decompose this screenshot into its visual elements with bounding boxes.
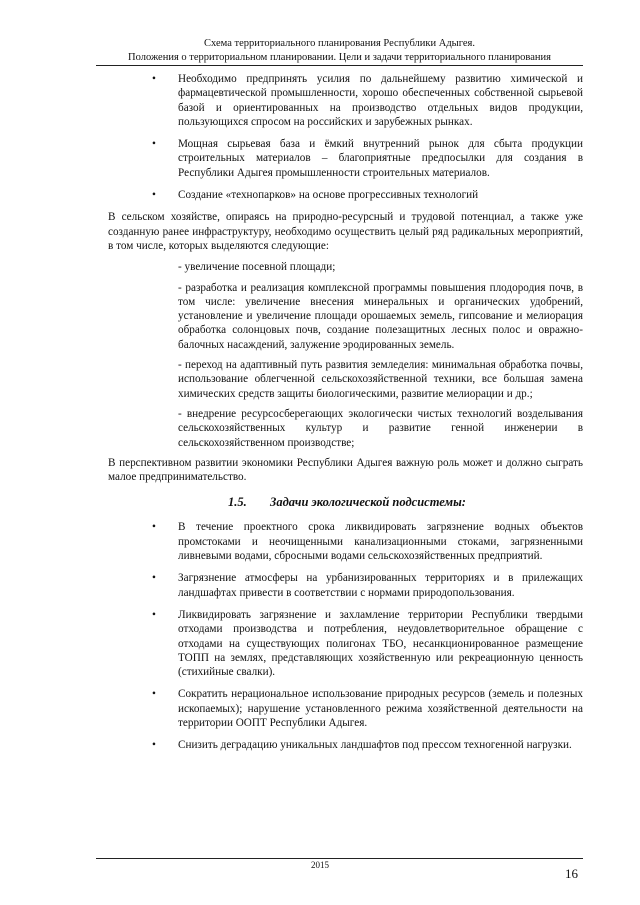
list-item: • Необходимо предпринять усилия по дальнейшему развитию химической и фармацевтической промышленности, хорошо обеспеченных собственной сырьевой базой и ориентированных на производство отдельных видов продукции, пользующихся спросом на российских и зарубежных рынках. bbox=[148, 72, 583, 129]
list-item: • Сократить нерациональное использование природных ресурсов (земель и полезных ископаемых); нарушение установленного режима хозяйственной деятельности на территории ООПТ Республики Адыгея. bbox=[148, 687, 583, 730]
bullet-icon: • bbox=[152, 521, 156, 534]
bullet-icon: • bbox=[152, 73, 156, 85]
bullet-icon: • bbox=[152, 739, 156, 752]
bullet-icon: • bbox=[152, 608, 156, 621]
bullet-icon: • bbox=[152, 572, 156, 585]
page-header bbox=[96, 37, 583, 64]
list-item: • Мощная сырьевая база и ёмкий внутренний рынок для сбыта продукции строительных материалов – благоприятные предпосылки для создания в Республики Адыгея промышленности строительных материалов. bbox=[148, 137, 583, 180]
section-number: 1.5. bbox=[228, 495, 247, 510]
header-divider bbox=[96, 65, 583, 66]
list-item: • Создание «технопарков» на основе прогрессивных технологий bbox=[148, 188, 583, 202]
bullet-icon: • bbox=[152, 138, 156, 151]
agriculture-intro: В сельском хозяйстве, опираясь на природно-ресурсный и трудовой потенциал, а также уже созданную ранее инфраструктуру, необходимо осуществить целый ряд радикальных мероприятий, в том числе, которых выделяются следующие: bbox=[108, 211, 583, 252]
agriculture-item: - переход на адаптивный путь развития земледелия: минимальная обработка почвы, использование облегченной сельскохозяйственной техники, все большая замена химических средств защиты биологическими, развитие мелиорации и др.; bbox=[178, 359, 583, 400]
footer-divider bbox=[96, 858, 583, 859]
bullet-icon: • bbox=[152, 189, 156, 202]
document-body bbox=[108, 72, 583, 761]
header-line-1: Схема территориального планирования Республики Адыгея. bbox=[203, 38, 475, 49]
bullet-list-industry bbox=[108, 72, 583, 202]
list-item: • Загрязнение атмосферы на урбанизированных территориях и в прилежащих ландшафтах привести в соответствии с нормами природопользования. bbox=[148, 571, 583, 600]
agriculture-item: - разработка и реализация комплексной программы повышения плодородия почв, в том числе: увеличение внесения минеральных и органических удобрений, установление и увеличение площади орошаемых земель, гипсование и мелиорация обработка солонцовых почв, создание полезащитных лесных полос и овражно-балочных насаждений, залужение эродированных земель. bbox=[178, 281, 583, 351]
section-title: Задачи экологической подсистемы: bbox=[270, 495, 466, 510]
header-line-2: Положения о территориальном планировании. Цели и задачи территориального планирования bbox=[128, 51, 551, 63]
list-item: • Ликвидировать загрязнение и захламление территории Республики твердыми отходами производства и потребления, неудовлетворительное обращение с отходами на существующих полигонах ТБО, несанкционированное размещение ТОПП на землях, представляющих хозяйственную или рекреационную ценность (стихийные свалки). bbox=[148, 608, 583, 679]
bullet-icon: • bbox=[152, 688, 156, 701]
footer-year: 2015 bbox=[311, 860, 329, 870]
perspective-paragraph: В перспективном развитии экономики Республики Адыгея важную роль может и должно сыграть малое предпринимательство. bbox=[108, 456, 583, 484]
list-item: • Снизить деградацию уникальных ландшафтов под прессом техногенной нагрузки. bbox=[148, 738, 583, 752]
agriculture-item: - внедрение ресурсосберегающих экологически чистых технологий возделывания сельскохозяйственных культур и развитие генной инженерии в сельскохозяйственном производстве; bbox=[178, 407, 583, 449]
bullet-list-ecology bbox=[108, 520, 583, 752]
section-heading bbox=[228, 494, 583, 510]
agriculture-item: - увеличение посевной площади; bbox=[178, 261, 336, 274]
page-number: 16 bbox=[565, 866, 578, 881]
list-item: • В течение проектного срока ликвидировать загрязнение водных объектов промстоками и неочищенными канализационными стоками, загрязненными ливневыми водами, сбросными водами сельскохозяйственных предприятий. bbox=[148, 520, 583, 563]
